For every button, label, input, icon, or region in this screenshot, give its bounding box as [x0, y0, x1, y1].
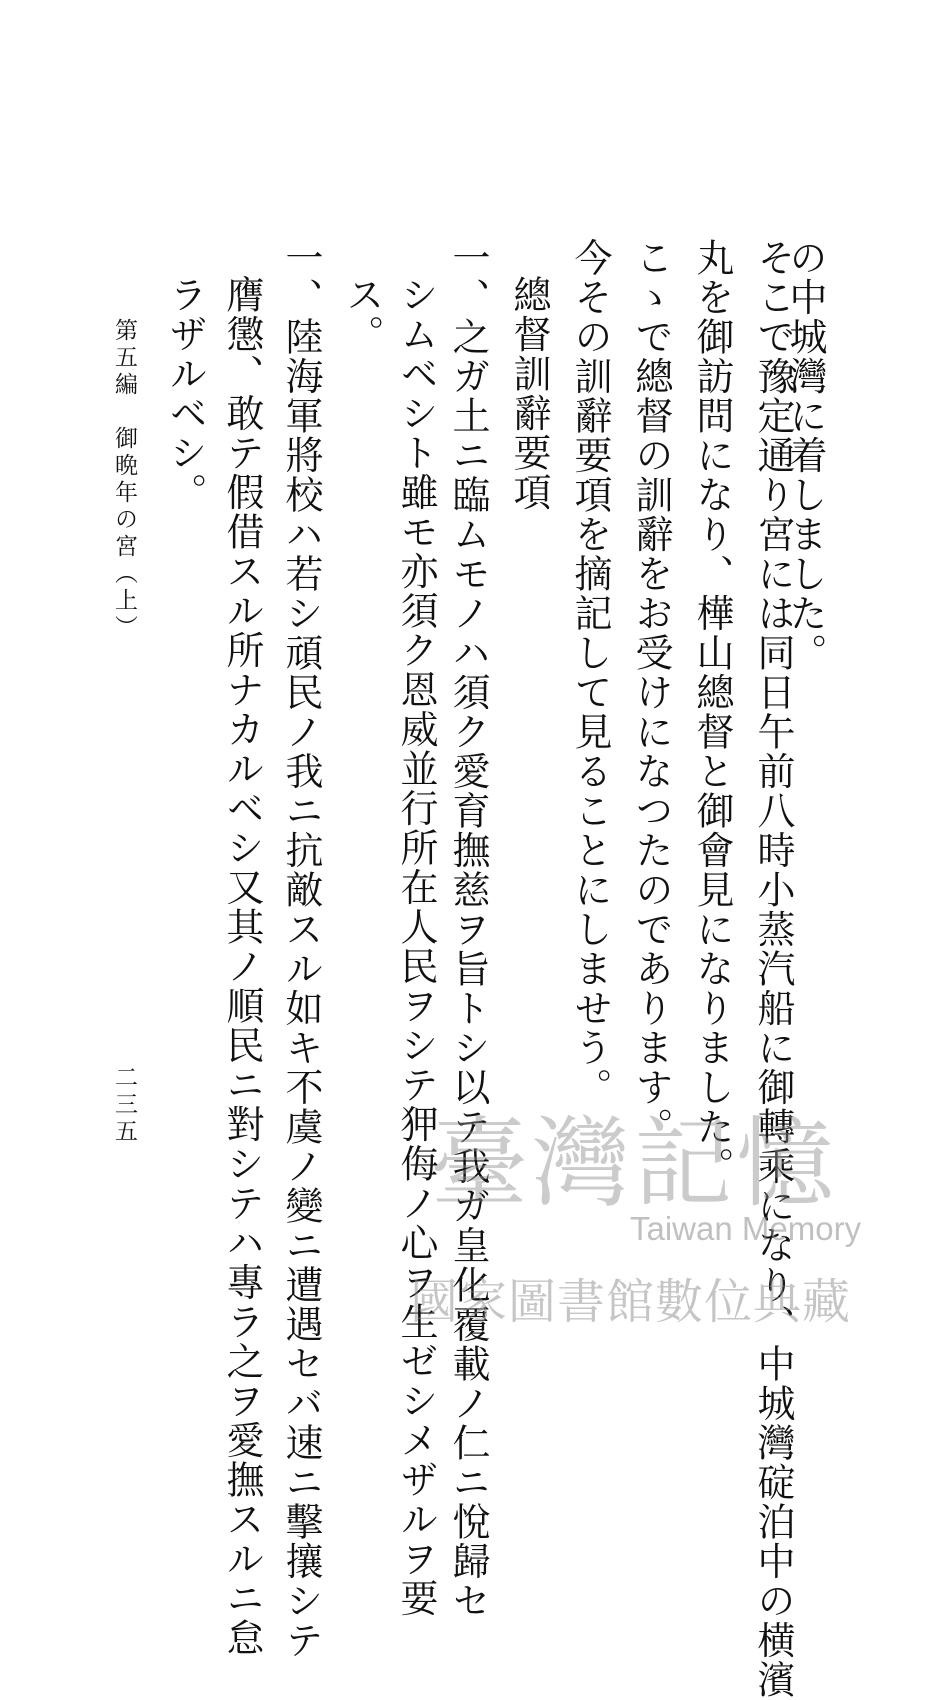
text-column-12: ラザルベシ。 [163, 275, 207, 512]
text-column-7: 一、之ガ土ニ臨ムモノハ須ク愛育撫慈ヲ旨トシ以テ我ガ皇化覆載ノ仁ニ悅歸セ [446, 238, 490, 1621]
text-column-3: 丸を御訪問になり、樺山總督と御會見になりました。 [690, 238, 734, 1186]
page-number: 二三五 [111, 1065, 137, 1146]
text-column-2: そこで豫定通り宮には同日午前八時小蒸汽船に御轉乘になり、中城灣碇泊中の横濱 [751, 238, 795, 1700]
text-column-10: 一、陸海軍將校ハ若シ頑民ノ我ニ抗敵スル如キ不虞ノ變ニ遭遇セバ速ニ擊攘シテ [279, 238, 323, 1660]
text-column-1: の中城灣に着しました。 [783, 238, 827, 673]
section-heading: 總督訓辭要項 [507, 275, 551, 512]
watermark-main: 臺灣記憶 [430, 1107, 839, 1221]
text-column-4: こゝで總督の訓辭をお受けになつたのであります。 [629, 238, 673, 1147]
text-column-8: シムベシト雖モ亦須ク恩威並行所在人民ヲシテ狎侮ノ心ヲ生ゼシメザルヲ要 [394, 275, 438, 1618]
running-footer-section: 第五編 御晩年の宮（上） [111, 318, 137, 642]
text-column-5: 今その訓辭要項を摘記して見ることにしませう。 [568, 238, 612, 1107]
watermark-sub: 國家圖書館數位典藏 [410, 1274, 852, 1330]
text-column-11: 膺懲、敢テ假借スル所ナカルベシ又其ノ順民ニ對シテハ專ラ之ヲ愛撫スルニ怠 [220, 275, 264, 1658]
watermark-english: Taiwan Memory [630, 1210, 862, 1247]
text-column-9: ス。 [340, 275, 384, 354]
